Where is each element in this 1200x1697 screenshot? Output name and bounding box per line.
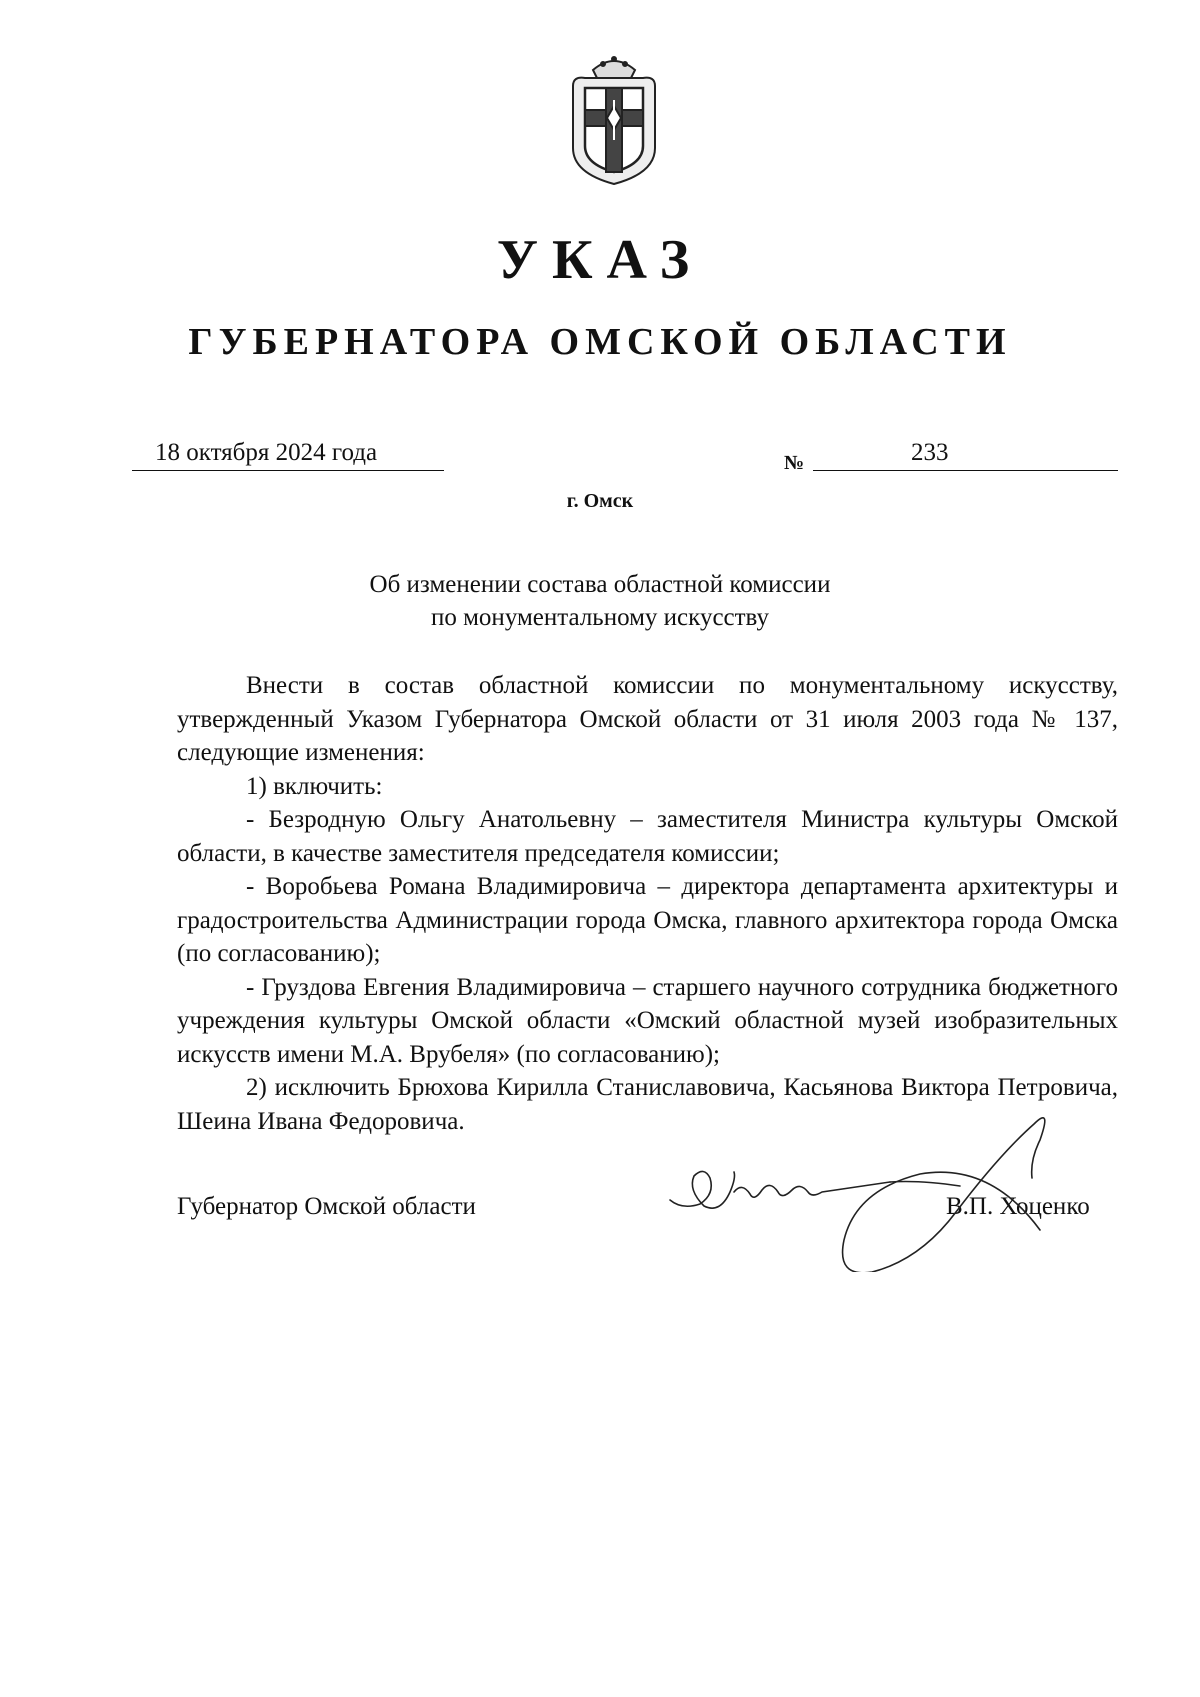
- body-item-2: 2) исключить Брюхова Кирилла Станиславовича, Касьянова Виктора Петровича, Шеина Ивана Федоровича.: [177, 1074, 1118, 1135]
- number-sign: №: [784, 452, 805, 474]
- document-subtitle: ГУБЕРНАТОРА ОМСКОЙ ОБЛАСТИ: [188, 321, 1012, 363]
- document-date: 18 октября 2024 года: [155, 439, 378, 466]
- body-intro: Внести в состав областной комиссии по монументальному искусству, утвержденный Указом Губернатора Омской области от 31 июля 2003 года № 137, следующие изменения:: [177, 672, 1118, 766]
- body-item-1-a: - Безродную Ольгу Анатольевну – заместителя Министра культуры Омской области, в качестве заместителя председателя комиссии;: [177, 806, 1118, 867]
- document-number: 233: [911, 439, 949, 466]
- handwritten-signature: [660, 1082, 1100, 1272]
- signatory-position: Губернатор Омской области: [177, 1193, 476, 1220]
- subject-line-1: Об изменении состава областной комиссии: [369, 571, 831, 598]
- coat-of-arms-icon: [563, 48, 665, 188]
- body-item-1-b: - Воробьева Романа Владимировича – директора департамента архитектуры и градостроительства Администрации города Омска, главного архитектора города Омска (по согласованию);: [177, 873, 1118, 967]
- subject-line-2: по монументальному искусству: [430, 604, 770, 631]
- signatory-name: В.П. Хоценко: [946, 1193, 1090, 1220]
- document-city: г. Омск: [566, 490, 634, 512]
- number-underline: [813, 444, 1118, 471]
- document-subject: [0, 568, 1200, 634]
- body-item-1: 1) включить:: [246, 772, 383, 800]
- document-body: [177, 669, 1118, 1138]
- document-title: УКАЗ: [496, 229, 704, 291]
- body-item-1-c: - Груздова Евгения Владимировича – старшего научного сотрудника бюджетного учреждения культуры Омской области «Омский областной музей изобразительных искусств имени М.А. Врубеля» (по согласованию);: [177, 973, 1118, 1068]
